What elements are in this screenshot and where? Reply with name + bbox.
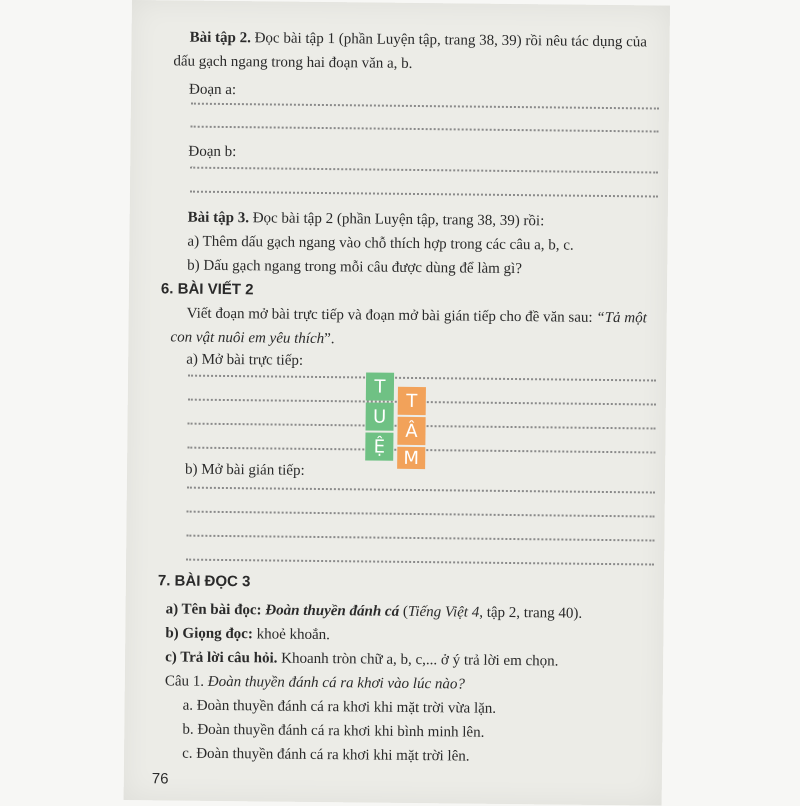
section-6-heading: 6. BÀI VIẾT 2 — [160, 280, 254, 299]
writing-prompt-line2 — [170, 328, 334, 348]
exercise-3-a: a) Thêm dấu gạch ngang vào chỗ thích hợp trong các câu a, b, c. — [187, 233, 574, 254]
question-1-label: Câu 1. — [164, 673, 208, 690]
question-1 — [165, 672, 465, 693]
exercise-3-text: Đọc bài tập 2 (phần Luyện tập, trang 38, 39) rồi: — [252, 210, 545, 230]
reading-title-label: a) Tên bài đọc: — [165, 601, 266, 619]
page-number: 76 — [151, 770, 169, 788]
answer-line[interactable] — [191, 126, 659, 133]
section-7-heading: 7. BÀI ĐỌC 3 — [157, 572, 251, 591]
reading-title-line — [166, 600, 583, 622]
logo-letter: Ệ — [365, 432, 393, 460]
answer-line[interactable] — [186, 535, 654, 542]
writing-prompt-quote: “Tả một — [596, 309, 647, 327]
answer-line[interactable] — [191, 103, 659, 110]
answer-line[interactable] — [190, 167, 658, 174]
answer-line[interactable] — [187, 511, 655, 518]
answer-line[interactable] — [186, 559, 654, 566]
exercise-3-line1 — [188, 209, 545, 231]
writing-prompt-line1 — [187, 305, 647, 328]
doan-b-label: Đoạn b: — [188, 143, 237, 161]
answer-questions-label: c) Trả lời câu hỏi. — [165, 649, 278, 667]
exercise-2-line1 — [190, 29, 648, 52]
reading-book: Tiếng Việt 4 — [407, 603, 480, 621]
logo-letter: T — [398, 387, 426, 415]
reading-voice-line — [165, 624, 330, 644]
reading-voice-text: khoẻ khoắn. — [252, 626, 331, 644]
mo-bai-gian-tiep-label: b) Mở bài gián tiếp: — [185, 461, 305, 479]
exercise-2-text: Đọc bài tập 1 (phần Luyện tập, trang 38, 39) rồi nêu tác dụng của — [254, 30, 648, 51]
logo-letter: U — [366, 402, 394, 430]
option-c[interactable]: c. Đoàn thuyền đánh cá ra khơi khi mặt trời lên. — [182, 745, 470, 765]
option-b[interactable]: b. Đoàn thuyền đánh cá ra khơi khi bình minh lên. — [182, 721, 485, 741]
exercise-3-b: b) Dấu gạch ngang trong mỗi câu được dùng để làm gì? — [187, 257, 523, 278]
logo-letter: T — [366, 372, 394, 400]
writing-prompt-quote-end: con vật nuôi em yêu thích — [170, 329, 325, 348]
reading-title-paren: ( — [399, 603, 408, 620]
reading-voice-label: b) Giọng đọc: — [165, 625, 253, 643]
workbook-page — [124, 0, 670, 806]
exercise-2-title: Bài tập 2. — [189, 29, 251, 47]
tue-tam-logo — [365, 372, 426, 469]
reading-title: Đoàn thuyền đánh cá — [265, 602, 400, 620]
logo-letter: M — [397, 447, 425, 469]
reading-book-ref: , tập 2, trang 40). — [479, 604, 583, 622]
answer-questions-line — [165, 648, 559, 670]
answer-line[interactable] — [190, 191, 658, 198]
logo-letter: Â — [397, 417, 425, 445]
mo-bai-truc-tiep-label: a) Mở bài trực tiếp: — [186, 351, 304, 369]
answer-line[interactable] — [187, 487, 655, 494]
exercise-2-line2: dấu gạch ngang trong hai đoạn văn a, b. — [173, 53, 413, 72]
option-a[interactable]: a. Đoàn thuyền đánh cá ra khơi khi mặt trời vừa lặn. — [182, 697, 497, 717]
exercise-3-title: Bài tập 3. — [187, 209, 250, 227]
question-1-text: Đoàn thuyền đánh cá ra khơi vào lúc nào? — [207, 673, 465, 693]
writing-prompt-closing: ”. — [324, 331, 335, 348]
answer-questions-text: Khoanh tròn chữ a, b, c,... ở ý trả lời em chọn. — [277, 650, 559, 670]
writing-prompt-text: Viết đoạn mở bài trực tiếp và đoạn mở bài gián tiếp cho đề văn sau: — [186, 305, 597, 326]
doan-a-label: Đoạn a: — [188, 81, 237, 99]
